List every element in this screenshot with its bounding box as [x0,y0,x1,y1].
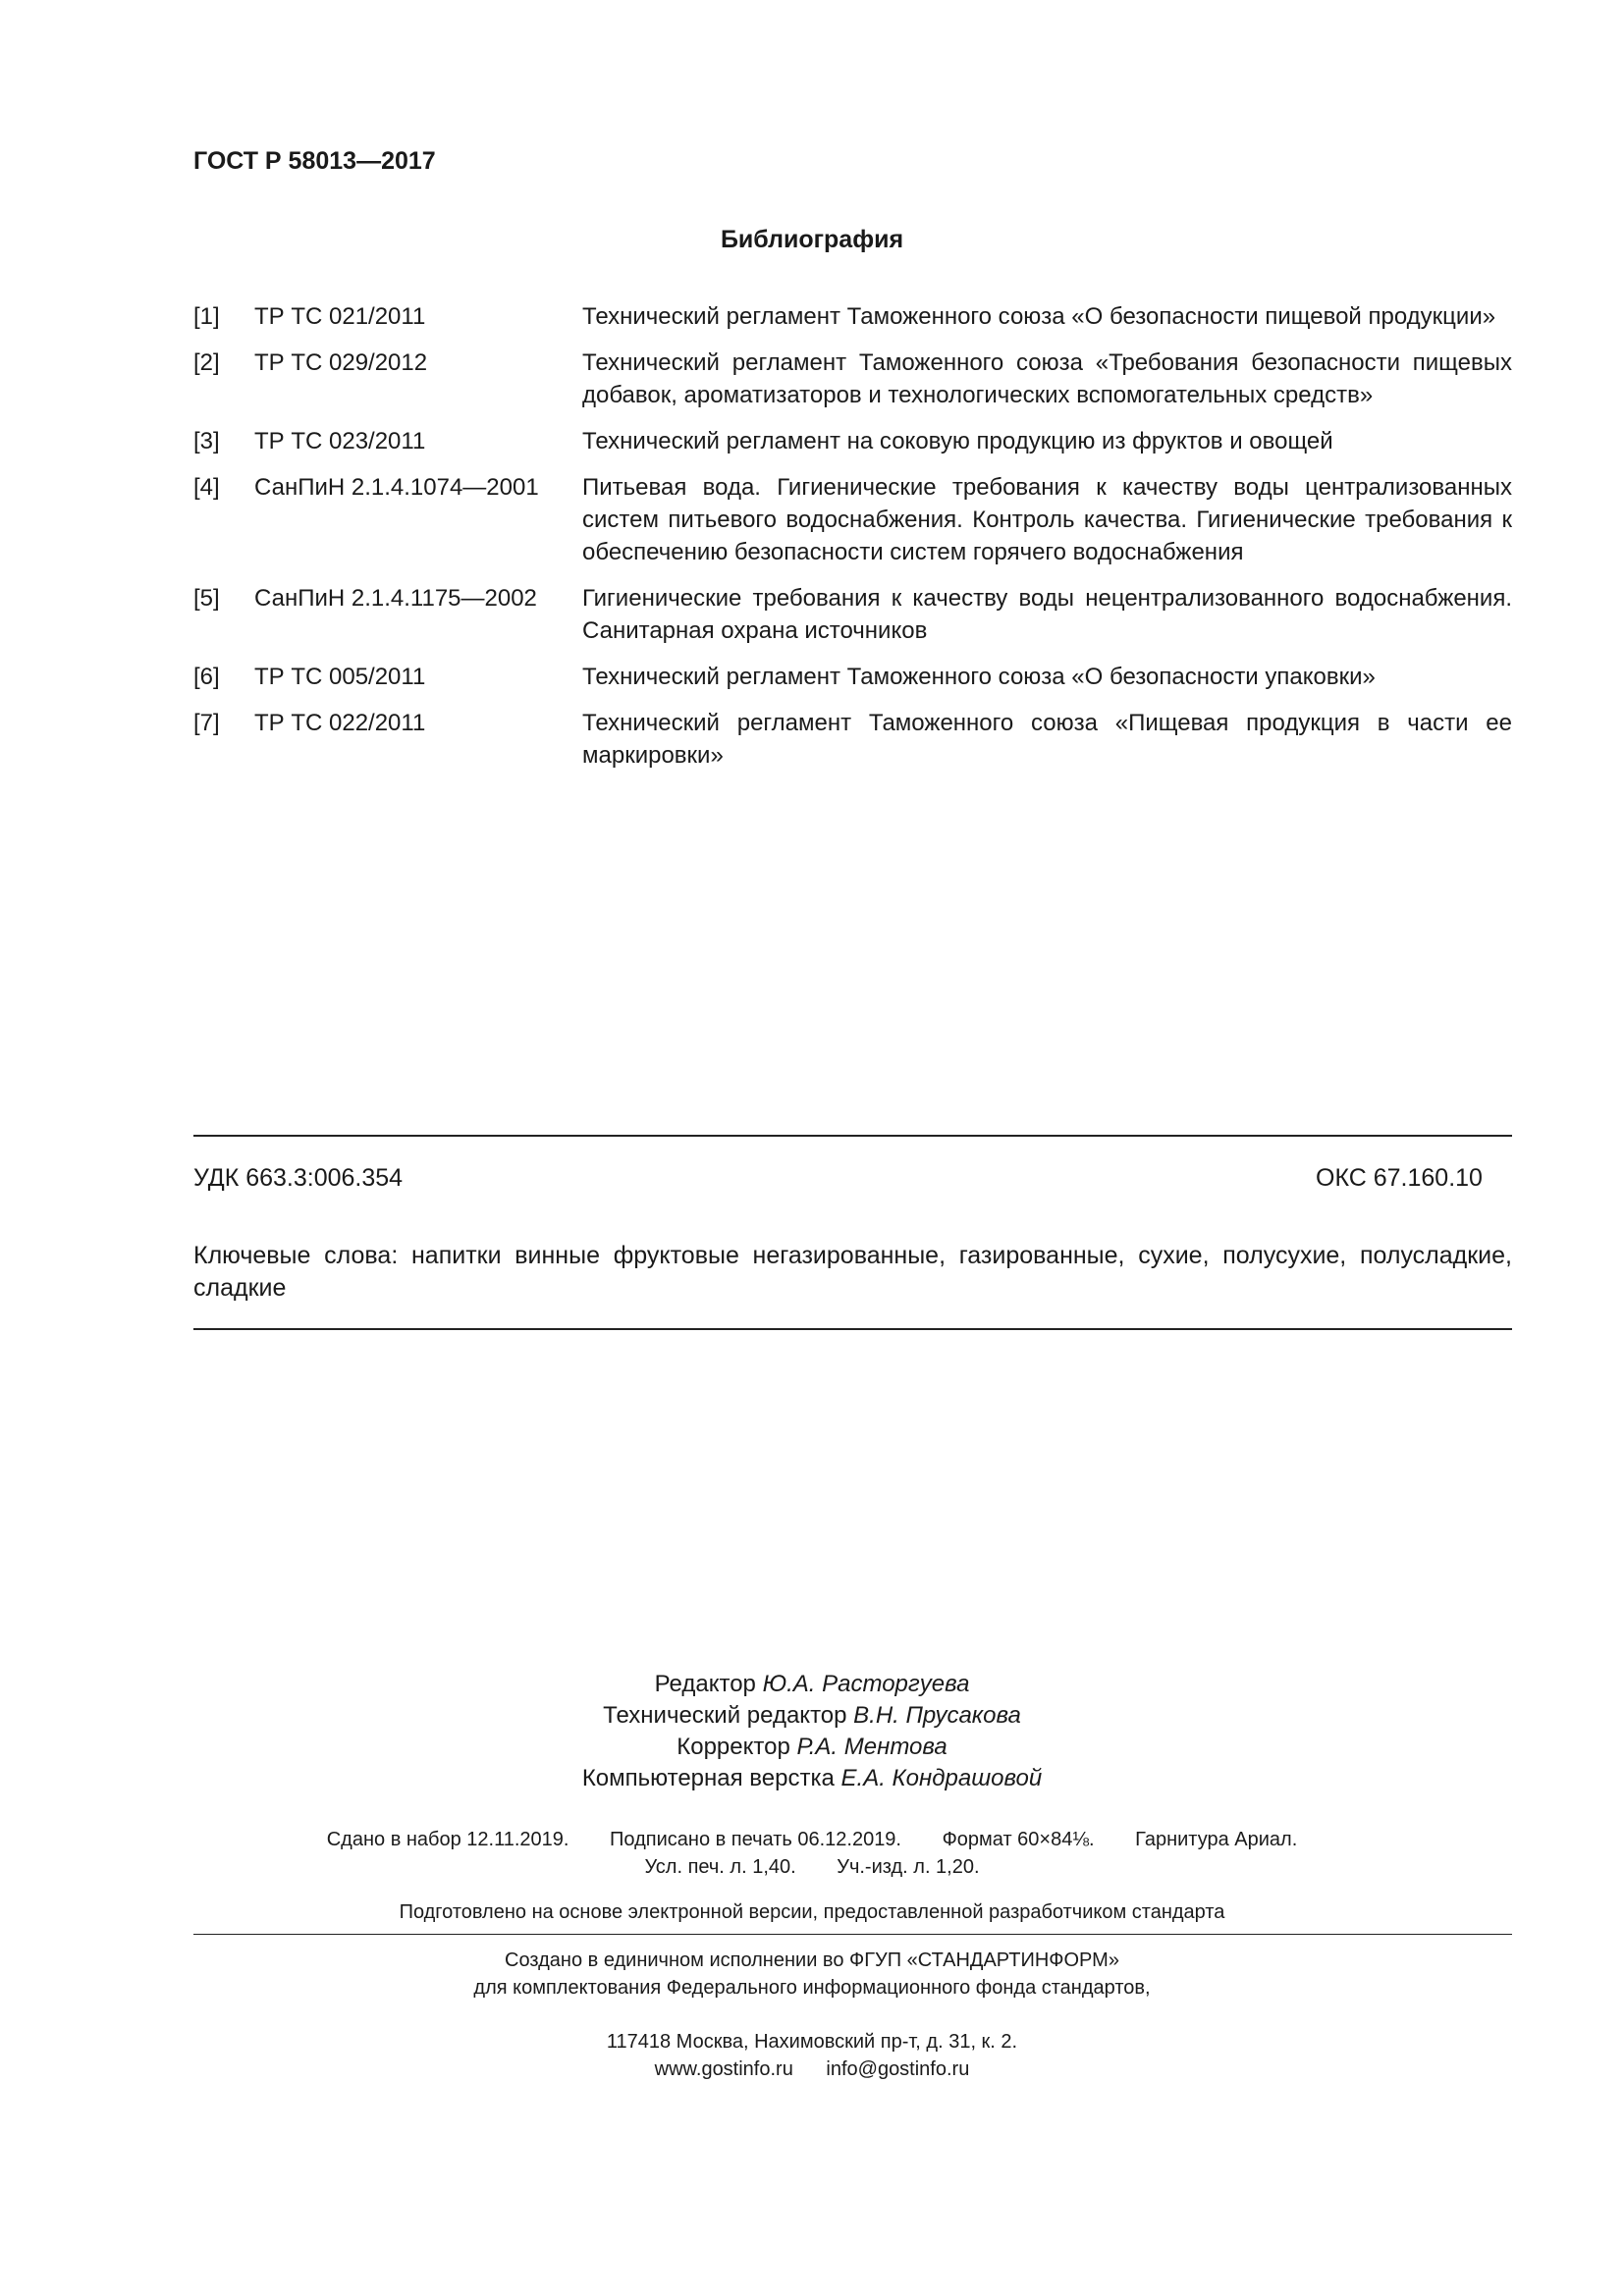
bibliography-item-number: [3] [193,428,220,454]
bibliography-item-number: [7] [193,710,220,736]
proofreader-name: Р.А. Ментова [796,1734,947,1760]
publication-info-line-2 [0,1853,1624,1881]
editor-label: Редактор [654,1671,756,1697]
prepared-note: Подготовлено на основе электронной версии, предоставленной разработчиком стандарта [399,1901,1225,1923]
tech-editor-line [0,1700,1624,1732]
website-link[interactable]: www.gostinfo.ru [654,2058,793,2080]
publisher-address [0,2028,1624,2083]
bibliography-item-text: Технический регламент Таможенного союза «О безопасности пищевой продукции» [582,303,1496,330]
bibliography-item-number: [1] [193,303,220,330]
created-line-2: для комплектования Федерального информационного фонда стандартов, [473,1977,1151,1999]
bibliography-item [193,425,1512,457]
credits-block [0,1669,1624,1794]
paper-format: Формат 60×84⅛. [942,1829,1095,1850]
pub-sheets: Уч.-изд. л. 1,20. [837,1856,980,1878]
publication-info-line-1 [0,1826,1624,1853]
created-line-1: Создано в единичном исполнении во ФГУП «СТАНДАРТИНФОРМ» [505,1949,1119,1971]
tech-editor-name: В.Н. Прусакова [853,1702,1021,1729]
bibliography-item [193,582,1512,647]
bibliography-item-text: Технический регламент на соковую продукцию из фруктов и овощей [582,428,1333,454]
editor-line [0,1669,1624,1700]
bibliography-item-text: Технический регламент Таможенного союза «Требования безопасности пищевых добавок, ароматизаторов и технологических вспомогательных средств» [582,349,1512,408]
print-sheets: Усл. печ. л. 1,40. [644,1856,796,1878]
top-divider [193,1135,1512,1137]
bibliography-item [193,347,1512,411]
proofreader-line [0,1732,1624,1763]
layout-line [0,1763,1624,1794]
oks-code: ОКС 67.160.10 [1316,1164,1483,1192]
bottom-divider [193,1328,1512,1330]
bibliography-item-code: ТР ТС 029/2012 [254,349,428,376]
bibliography-item-code: ТР ТС 021/2011 [254,303,426,330]
bibliography-item [193,471,1512,568]
typeface: Гарнитура Ариал. [1135,1829,1298,1850]
publisher-divider [193,1934,1512,1935]
bibliography-item-code: СанПиН 2.1.4.1175—2002 [254,585,537,612]
bibliography-item-code: ТР ТС 022/2011 [254,710,426,736]
created-note [0,1947,1624,2002]
bibliography-item-number: [5] [193,585,220,612]
bibliography-item-code: ТР ТС 023/2011 [254,428,426,454]
bibliography-item-code: ТР ТС 005/2011 [254,664,426,690]
layout-label: Компьютерная верстка [581,1765,835,1791]
address-line: 117418 Москва, Нахимовский пр-т, д. 31, к. 2. [606,2031,1018,2053]
bibliography-item-text: Технический регламент Таможенного союза «О безопасности упаковки» [582,664,1376,690]
bibliography-item-code: СанПиН 2.1.4.1074—2001 [254,474,539,501]
layout-name: Е.А. Кондрашовой [840,1765,1043,1791]
contacts-line [0,2056,1624,2083]
bibliography-item-text: Питьевая вода. Гигиенические требования к качеству воды централизованных систем питьевого водоснабжения. Контроль качества. Гигиенические требования к обеспечению безопасности систем горячего водоснабжения [582,474,1512,565]
email-link[interactable]: info@gostinfo.ru [826,2058,970,2080]
document-id: ГОСТ Р 58013—2017 [193,147,436,175]
signed-date: Подписано в печать 06.12.2019. [610,1829,901,1850]
bibliography-item-number: [2] [193,349,220,376]
bibliography-item-text: Гигиенические требования к качеству воды нецентрализованного водоснабжения. Санитарная охрана источников [582,585,1512,644]
bibliography-item [193,707,1512,772]
bibliography-list [193,300,1512,785]
proofreader-label: Корректор [677,1734,790,1760]
bibliography-item-number: [4] [193,474,220,501]
bibliography-item-number: [6] [193,664,220,690]
keywords: Ключевые слова: напитки винные фруктовые негазированные, газированные, сухие, полусухие, полусладкие, сладкие [193,1242,1512,1302]
tech-editor-label: Технический редактор [603,1702,847,1729]
submitted-date: Сдано в набор 12.11.2019. [326,1829,569,1850]
bibliography-item-text: Технический регламент Таможенного союза «Пищевая продукция в части ее маркировки» [582,710,1512,769]
bibliography-title: Библиография [720,226,904,253]
bibliography-item [193,661,1512,693]
editor-name: Ю.А. Расторгуева [762,1671,970,1697]
publication-info [0,1826,1624,1881]
udk-code: УДК 663.3:006.354 [193,1164,404,1192]
bibliography-item [193,300,1512,333]
